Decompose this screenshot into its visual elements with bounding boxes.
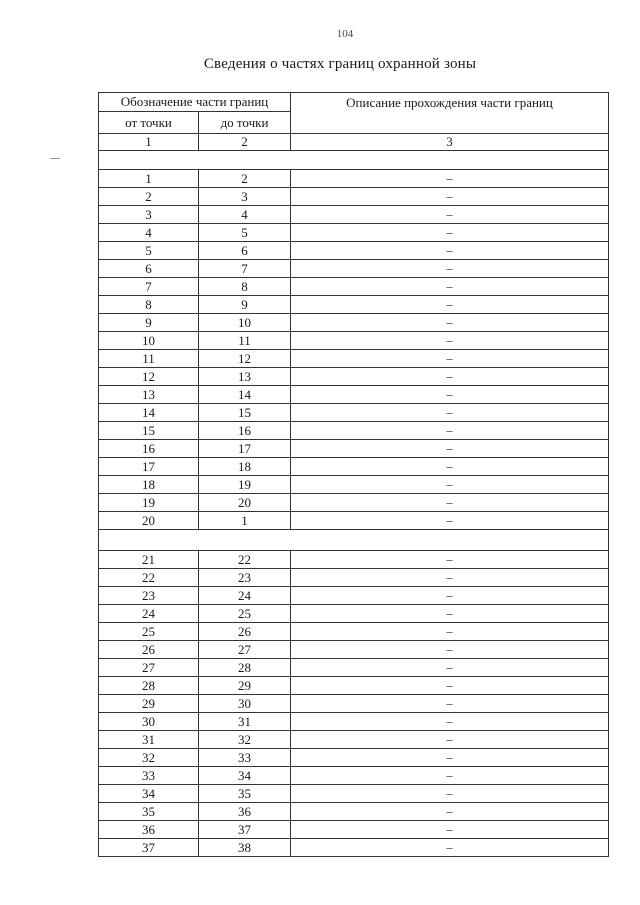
to-point-cell: 23 xyxy=(199,569,291,587)
column-number-1: 1 xyxy=(99,134,199,151)
to-point-cell: 10 xyxy=(199,314,291,332)
to-point-cell: 30 xyxy=(199,695,291,713)
description-cell: – xyxy=(291,242,609,260)
from-point-cell: 3 xyxy=(99,206,199,224)
section-separator-cell xyxy=(99,530,609,551)
section-separator-row xyxy=(99,530,609,551)
section-separator-cell xyxy=(99,151,609,170)
from-point-cell: 33 xyxy=(99,767,199,785)
table-row xyxy=(99,350,609,368)
to-point-cell: 15 xyxy=(199,404,291,422)
table-row xyxy=(99,749,609,767)
description-cell: – xyxy=(291,458,609,476)
description-cell: – xyxy=(291,695,609,713)
table-row xyxy=(99,695,609,713)
from-point-cell: 2 xyxy=(99,188,199,206)
header-to-point: до точки xyxy=(199,112,291,134)
to-point-cell: 18 xyxy=(199,458,291,476)
to-point-cell: 8 xyxy=(199,278,291,296)
to-point-cell: 16 xyxy=(199,422,291,440)
description-cell: – xyxy=(291,551,609,569)
description-cell: – xyxy=(291,440,609,458)
to-point-cell: 17 xyxy=(199,440,291,458)
table-row xyxy=(99,659,609,677)
from-point-cell: 19 xyxy=(99,494,199,512)
to-point-cell: 32 xyxy=(199,731,291,749)
table-row xyxy=(99,839,609,857)
to-point-cell: 1 xyxy=(199,512,291,530)
header-boundary-part-designation: Обозначение части границ xyxy=(99,93,291,112)
to-point-cell: 2 xyxy=(199,170,291,188)
from-point-cell: 32 xyxy=(99,749,199,767)
table-row xyxy=(99,677,609,695)
from-point-cell: 17 xyxy=(99,458,199,476)
from-point-cell: 14 xyxy=(99,404,199,422)
from-point-cell: 29 xyxy=(99,695,199,713)
from-point-cell: 27 xyxy=(99,659,199,677)
from-point-cell: 8 xyxy=(99,296,199,314)
description-cell: – xyxy=(291,332,609,350)
description-cell: – xyxy=(291,224,609,242)
from-point-cell: 20 xyxy=(99,512,199,530)
table-row xyxy=(99,368,609,386)
description-cell: – xyxy=(291,839,609,857)
to-point-cell: 5 xyxy=(199,224,291,242)
description-cell: – xyxy=(291,278,609,296)
to-point-cell: 31 xyxy=(199,713,291,731)
from-point-cell: 37 xyxy=(99,839,199,857)
table-row xyxy=(99,458,609,476)
from-point-cell: 16 xyxy=(99,440,199,458)
to-point-cell: 11 xyxy=(199,332,291,350)
from-point-cell: 12 xyxy=(99,368,199,386)
to-point-cell: 26 xyxy=(199,623,291,641)
from-point-cell: 9 xyxy=(99,314,199,332)
to-point-cell: 14 xyxy=(199,386,291,404)
to-point-cell: 33 xyxy=(199,749,291,767)
table-row xyxy=(99,278,609,296)
from-point-cell: 26 xyxy=(99,641,199,659)
to-point-cell: 37 xyxy=(199,821,291,839)
table-row xyxy=(99,206,609,224)
table-row xyxy=(99,803,609,821)
table-row xyxy=(99,512,609,530)
header-boundary-description: Описание прохождения части границ xyxy=(291,93,609,134)
table-row xyxy=(99,422,609,440)
to-point-cell: 38 xyxy=(199,839,291,857)
description-cell: – xyxy=(291,422,609,440)
from-point-cell: 30 xyxy=(99,713,199,731)
table-row xyxy=(99,314,609,332)
to-point-cell: 13 xyxy=(199,368,291,386)
table-row xyxy=(99,623,609,641)
to-point-cell: 34 xyxy=(199,767,291,785)
from-point-cell: 5 xyxy=(99,242,199,260)
description-cell: – xyxy=(291,368,609,386)
description-cell: – xyxy=(291,677,609,695)
table-row xyxy=(99,587,609,605)
description-cell: – xyxy=(291,188,609,206)
to-point-cell: 7 xyxy=(199,260,291,278)
table-row xyxy=(99,404,609,422)
table-row xyxy=(99,440,609,458)
description-cell: – xyxy=(291,641,609,659)
from-point-cell: 23 xyxy=(99,587,199,605)
table-row xyxy=(99,332,609,350)
description-cell: – xyxy=(291,623,609,641)
from-point-cell: 24 xyxy=(99,605,199,623)
description-cell: – xyxy=(291,476,609,494)
table-row xyxy=(99,188,609,206)
from-point-cell: 15 xyxy=(99,422,199,440)
to-point-cell: 3 xyxy=(199,188,291,206)
table-row xyxy=(99,569,609,587)
description-cell: – xyxy=(291,350,609,368)
description-cell: – xyxy=(291,206,609,224)
from-point-cell: 35 xyxy=(99,803,199,821)
to-point-cell: 19 xyxy=(199,476,291,494)
from-point-cell: 10 xyxy=(99,332,199,350)
header-from-point: от точки xyxy=(99,112,199,134)
to-point-cell: 20 xyxy=(199,494,291,512)
description-cell: – xyxy=(291,296,609,314)
description-cell: – xyxy=(291,659,609,677)
description-cell: – xyxy=(291,314,609,332)
to-point-cell: 35 xyxy=(199,785,291,803)
description-cell: – xyxy=(291,587,609,605)
table-row xyxy=(99,224,609,242)
boundary-parts-table xyxy=(98,92,609,857)
description-cell: – xyxy=(291,731,609,749)
from-point-cell: 1 xyxy=(99,170,199,188)
description-cell: – xyxy=(291,260,609,278)
description-cell: – xyxy=(291,785,609,803)
table-row xyxy=(99,386,609,404)
from-point-cell: 7 xyxy=(99,278,199,296)
from-point-cell: 11 xyxy=(99,350,199,368)
table-row xyxy=(99,713,609,731)
table-row xyxy=(99,476,609,494)
table-row xyxy=(99,767,609,785)
table-row xyxy=(99,296,609,314)
margin-mark xyxy=(50,158,60,159)
from-point-cell: 18 xyxy=(99,476,199,494)
description-cell: – xyxy=(291,404,609,422)
description-cell: – xyxy=(291,569,609,587)
to-point-cell: 28 xyxy=(199,659,291,677)
description-cell: – xyxy=(291,713,609,731)
section-separator-row xyxy=(99,151,609,170)
table-row xyxy=(99,821,609,839)
description-cell: – xyxy=(291,821,609,839)
from-point-cell: 21 xyxy=(99,551,199,569)
description-cell: – xyxy=(291,749,609,767)
from-point-cell: 6 xyxy=(99,260,199,278)
table-row xyxy=(99,494,609,512)
to-point-cell: 27 xyxy=(199,641,291,659)
from-point-cell: 36 xyxy=(99,821,199,839)
column-number-3: 3 xyxy=(291,134,609,151)
column-number-2: 2 xyxy=(199,134,291,151)
from-point-cell: 22 xyxy=(99,569,199,587)
to-point-cell: 4 xyxy=(199,206,291,224)
from-point-cell: 31 xyxy=(99,731,199,749)
description-cell: – xyxy=(291,386,609,404)
from-point-cell: 34 xyxy=(99,785,199,803)
to-point-cell: 6 xyxy=(199,242,291,260)
from-point-cell: 25 xyxy=(99,623,199,641)
from-point-cell: 28 xyxy=(99,677,199,695)
to-point-cell: 36 xyxy=(199,803,291,821)
to-point-cell: 12 xyxy=(199,350,291,368)
description-cell: – xyxy=(291,605,609,623)
to-point-cell: 22 xyxy=(199,551,291,569)
table-row xyxy=(99,170,609,188)
description-cell: – xyxy=(291,512,609,530)
table-row xyxy=(99,605,609,623)
table-row xyxy=(99,242,609,260)
table-row xyxy=(99,641,609,659)
description-cell: – xyxy=(291,767,609,785)
table-row xyxy=(99,731,609,749)
to-point-cell: 24 xyxy=(199,587,291,605)
to-point-cell: 29 xyxy=(199,677,291,695)
table-row xyxy=(99,785,609,803)
document-title: Сведения о частях границ охранной зоны xyxy=(203,56,477,72)
description-cell: – xyxy=(291,494,609,512)
to-point-cell: 9 xyxy=(199,296,291,314)
to-point-cell: 25 xyxy=(199,605,291,623)
from-point-cell: 13 xyxy=(99,386,199,404)
description-cell: – xyxy=(291,170,609,188)
table-row xyxy=(99,551,609,569)
table-row xyxy=(99,260,609,278)
from-point-cell: 4 xyxy=(99,224,199,242)
page-number: 104 xyxy=(336,28,354,40)
description-cell: – xyxy=(291,803,609,821)
table-body xyxy=(99,151,609,857)
